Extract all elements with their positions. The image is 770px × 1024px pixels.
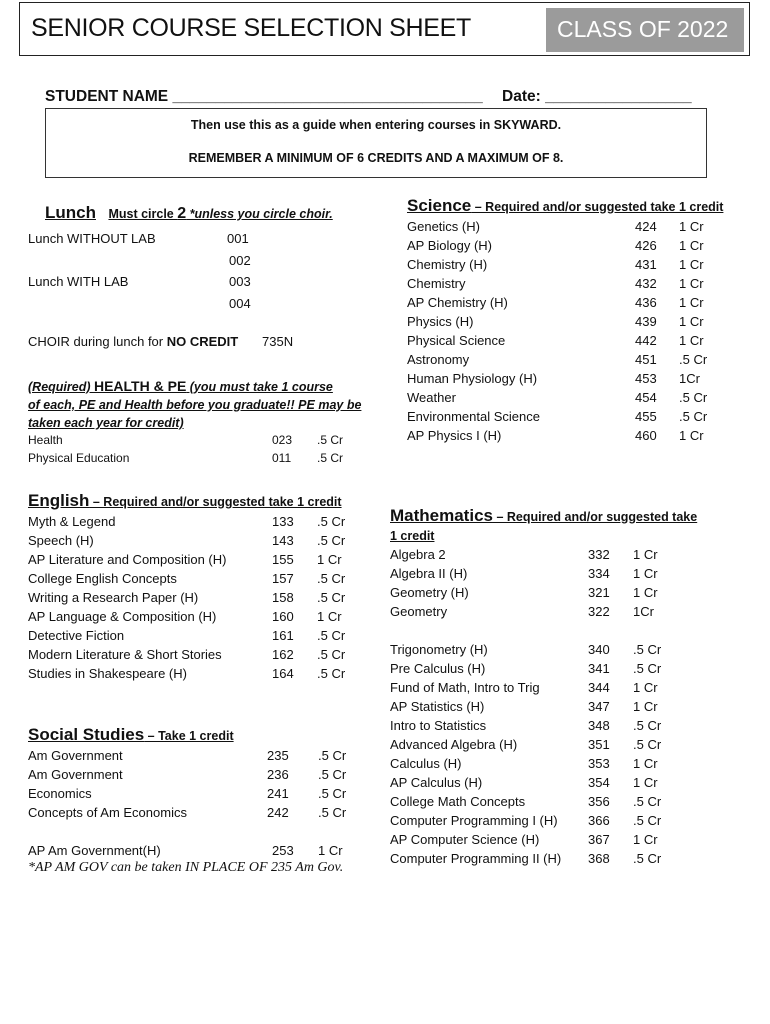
- course-credit: 1 Cr: [633, 775, 658, 790]
- lunch-code[interactable]: 003: [229, 274, 251, 289]
- course-credit: .5 Cr: [317, 666, 346, 681]
- course-code[interactable]: 332: [588, 547, 610, 562]
- health-note-3: taken each year for credit): [28, 416, 184, 430]
- course-credit: 1 Cr: [633, 585, 658, 600]
- course-name: Chemistry (H): [407, 257, 488, 272]
- course-name: Calculus (H): [390, 756, 462, 771]
- course-credit: .5 Cr: [318, 786, 347, 801]
- course-name: AP Physics I (H): [407, 428, 502, 443]
- course-code[interactable]: 367: [588, 832, 610, 847]
- math-title: Mathematics: [390, 506, 493, 525]
- course-credit: 1 Cr: [679, 219, 704, 234]
- course-code[interactable]: 253: [272, 843, 294, 858]
- course-name: AP Literature and Composition (H): [28, 552, 227, 567]
- course-code[interactable]: 341: [588, 661, 610, 676]
- course-credit: .5 Cr: [633, 813, 662, 828]
- course-name: Genetics (H): [407, 219, 480, 234]
- course-code[interactable]: 242: [267, 805, 289, 820]
- course-name: Concepts of Am Economics: [28, 805, 187, 820]
- class-label: CLASS OF 2022: [557, 16, 729, 42]
- english-subtitle: – Required and/or suggested take 1 credit: [89, 495, 342, 509]
- student-name-label[interactable]: STUDENT NAME ____________________________________: [45, 88, 483, 105]
- course-credit: 1Cr: [679, 371, 700, 386]
- course-name: AP Chemistry (H): [407, 295, 508, 310]
- lunch-note-a: Must circle: [108, 207, 178, 221]
- course-name: AP Calculus (H): [390, 775, 483, 790]
- course-credit: .5 Cr: [317, 571, 346, 586]
- course-name: Environmental Science: [407, 409, 540, 424]
- course-credit: 1 Cr: [679, 314, 704, 329]
- date-label[interactable]: Date: _________________: [502, 88, 692, 105]
- course-code[interactable]: 023: [272, 433, 293, 447]
- lunch-code[interactable]: 004: [229, 296, 251, 311]
- course-code[interactable]: 158: [272, 590, 294, 605]
- health-note-2: of each, PE and Health before you graduate!! PE may be: [28, 398, 362, 412]
- course-code[interactable]: 011: [272, 451, 292, 465]
- course-name: Pre Calculus (H): [390, 661, 486, 676]
- course-name: Computer Programming II (H): [390, 851, 562, 866]
- science-header: [407, 196, 723, 216]
- lunch-without-lab: Lunch WITHOUT LAB: [28, 231, 156, 246]
- course-code[interactable]: 235: [267, 748, 289, 763]
- guide-line-2: REMEMBER A MINIMUM OF 6 CREDITS AND A MAXIMUM OF 8.: [188, 151, 564, 165]
- course-credit: 1 Cr: [633, 699, 658, 714]
- course-code[interactable]: 340: [588, 642, 610, 657]
- course-code[interactable]: 436: [635, 295, 657, 310]
- course-code[interactable]: 426: [635, 238, 657, 253]
- course-credit: 1 Cr: [679, 428, 704, 443]
- course-code[interactable]: 351: [588, 737, 610, 752]
- course-name: AP Computer Science (H): [390, 832, 540, 847]
- lunch-code[interactable]: 002: [229, 253, 251, 268]
- course-name: Trigonometry (H): [390, 642, 488, 657]
- course-code[interactable]: 155: [272, 552, 294, 567]
- course-name: Human Physiology (H): [407, 371, 538, 386]
- health-note-1: (you must take 1 course: [186, 380, 333, 394]
- course-credit: 1 Cr: [318, 843, 343, 858]
- course-code[interactable]: 236: [267, 767, 289, 782]
- lunch-note-b: *unless you circle choir.: [186, 207, 333, 221]
- course-name: AP Am Government(H): [28, 843, 161, 858]
- course-credit: .5 Cr: [633, 718, 662, 733]
- science-title: Science: [407, 196, 472, 215]
- course-code[interactable]: 424: [635, 219, 657, 234]
- course-name: Geometry (H): [390, 585, 469, 600]
- course-code[interactable]: 439: [635, 314, 657, 329]
- course-name: College Math Concepts: [390, 794, 526, 809]
- health-title: HEALTH & PE: [93, 378, 187, 394]
- course-name: Algebra II (H): [390, 566, 468, 581]
- course-code[interactable]: 453: [635, 371, 657, 386]
- course-name: Am Government: [28, 767, 123, 782]
- course-code[interactable]: 432: [635, 276, 657, 291]
- course-name: Geometry: [390, 604, 448, 619]
- lunch-title: Lunch: [45, 203, 96, 222]
- course-name: Studies in Shakespeare (H): [28, 666, 187, 681]
- course-name: Am Government: [28, 748, 123, 763]
- course-code[interactable]: 322: [588, 604, 610, 619]
- course-credit: .5 Cr: [318, 748, 347, 763]
- course-name: Physical Science: [407, 333, 506, 348]
- course-name: Computer Programming I (H): [390, 813, 558, 828]
- math-subtitle: – Required and/or suggested take: [492, 510, 698, 524]
- course-code[interactable]: 133: [272, 514, 294, 529]
- course-name: Detective Fiction: [28, 628, 125, 643]
- course-code[interactable]: 347: [588, 699, 610, 714]
- choir-prefix: CHOIR during lunch for: [28, 334, 167, 349]
- course-name: Physical Education: [28, 451, 130, 465]
- course-name: Myth & Legend: [28, 514, 116, 529]
- course-code[interactable]: 161: [272, 628, 294, 643]
- course-code[interactable]: 354: [588, 775, 610, 790]
- course-code[interactable]: 431: [635, 257, 657, 272]
- course-credit: 1 Cr: [633, 832, 658, 847]
- course-credit: 1 Cr: [679, 238, 704, 253]
- course-code[interactable]: 157: [272, 571, 294, 586]
- course-credit: .5 Cr: [679, 390, 708, 405]
- lunch-code[interactable]: 001: [227, 231, 249, 246]
- course-credit: .5 Cr: [317, 590, 346, 605]
- course-credit: .5 Cr: [317, 628, 346, 643]
- course-code[interactable]: 348: [588, 718, 610, 733]
- course-name: Fund of Math, Intro to Trig: [390, 680, 540, 695]
- page-title: SENIOR COURSE SELECTION SHEET: [31, 14, 471, 42]
- course-code[interactable]: 353: [588, 756, 610, 771]
- course-credit: .5 Cr: [633, 794, 662, 809]
- course-credit: .5 Cr: [318, 767, 347, 782]
- course-credit: .5 Cr: [679, 352, 708, 367]
- course-credit: .5 Cr: [633, 851, 662, 866]
- course-credit: 1Cr: [633, 604, 654, 619]
- course-code[interactable]: 143: [272, 533, 294, 548]
- course-code[interactable]: 455: [635, 409, 657, 424]
- ap-gov-note: *AP AM GOV can be taken IN PLACE OF 235 Am Gov.: [28, 860, 344, 875]
- course-credit: .5 Cr: [317, 533, 346, 548]
- course-code[interactable]: 460: [635, 428, 657, 443]
- course-credit: 1 Cr: [317, 552, 342, 567]
- social-header: [28, 725, 234, 745]
- course-name: Astronomy: [407, 352, 470, 367]
- social-subtitle: – Take 1 credit: [144, 729, 234, 743]
- english-header: [28, 491, 342, 511]
- course-credit: .5 Cr: [317, 451, 344, 465]
- course-name: Advanced Algebra (H): [390, 737, 518, 752]
- course-name: Physics (H): [407, 314, 474, 329]
- choir-label: [28, 334, 238, 349]
- course-name: Chemistry: [407, 276, 466, 291]
- health-header: [28, 377, 361, 432]
- course-name: Algebra 2: [390, 547, 446, 562]
- course-credit: .5 Cr: [679, 409, 708, 424]
- health-required: (Required): [28, 380, 94, 394]
- course-credit: 1 Cr: [679, 333, 704, 348]
- course-credit: .5 Cr: [317, 433, 344, 447]
- course-code[interactable]: 321: [588, 585, 610, 600]
- lunch-note-num: 2: [177, 205, 187, 222]
- course-name: Intro to Statistics: [390, 718, 487, 733]
- course-name: Modern Literature & Short Stories: [28, 647, 222, 662]
- course-credit: .5 Cr: [633, 737, 662, 752]
- course-credit: .5 Cr: [318, 805, 347, 820]
- english-title: English: [28, 491, 90, 510]
- course-name: AP Biology (H): [407, 238, 493, 253]
- social-title: Social Studies: [28, 725, 145, 744]
- choir-code[interactable]: 735N: [262, 334, 294, 349]
- course-name: Writing a Research Paper (H): [28, 590, 199, 605]
- course-code[interactable]: 442: [635, 333, 657, 348]
- math-subtitle-2: 1 credit: [390, 529, 435, 543]
- guide-line-1: Then use this as a guide when entering courses in SKYWARD.: [190, 118, 562, 132]
- course-credit: 1 Cr: [679, 276, 704, 291]
- choir-no-credit: NO CREDIT: [166, 334, 239, 349]
- guide-box: [45, 108, 707, 178]
- course-credit: 1 Cr: [633, 547, 658, 562]
- course-credit: 1 Cr: [679, 257, 704, 272]
- course-name: Economics: [28, 786, 92, 801]
- course-code[interactable]: 162: [272, 647, 294, 662]
- course-name: Speech (H): [28, 533, 94, 548]
- course-name: Health: [28, 433, 63, 447]
- course-credit: 1 Cr: [317, 609, 342, 624]
- math-header: [390, 506, 697, 526]
- course-code[interactable]: 160: [272, 609, 294, 624]
- course-code[interactable]: 366: [588, 813, 610, 828]
- course-credit: 1 Cr: [633, 680, 658, 695]
- course-code[interactable]: 368: [588, 851, 610, 866]
- lunch-with-lab: Lunch WITH LAB: [28, 274, 129, 289]
- course-code[interactable]: 241: [267, 786, 289, 801]
- course-code[interactable]: 164: [272, 666, 294, 681]
- course-code[interactable]: 356: [588, 794, 610, 809]
- course-name: AP Statistics (H): [390, 699, 485, 714]
- science-subtitle: – Required and/or suggested take 1 credit: [471, 200, 724, 214]
- course-code[interactable]: 451: [635, 352, 657, 367]
- course-code[interactable]: 454: [635, 390, 657, 405]
- course-credit: .5 Cr: [317, 514, 346, 529]
- course-name: College English Concepts: [28, 571, 177, 586]
- course-name: AP Language & Composition (H): [28, 609, 217, 624]
- course-code[interactable]: 344: [588, 680, 610, 695]
- course-credit: .5 Cr: [633, 661, 662, 676]
- course-credit: 1 Cr: [679, 295, 704, 310]
- course-name: Weather: [407, 390, 456, 405]
- lunch-header: [45, 203, 333, 223]
- course-credit: .5 Cr: [317, 647, 346, 662]
- course-credit: 1 Cr: [633, 566, 658, 581]
- course-code[interactable]: 334: [588, 566, 610, 581]
- course-credit: 1 Cr: [633, 756, 658, 771]
- course-credit: .5 Cr: [633, 642, 662, 657]
